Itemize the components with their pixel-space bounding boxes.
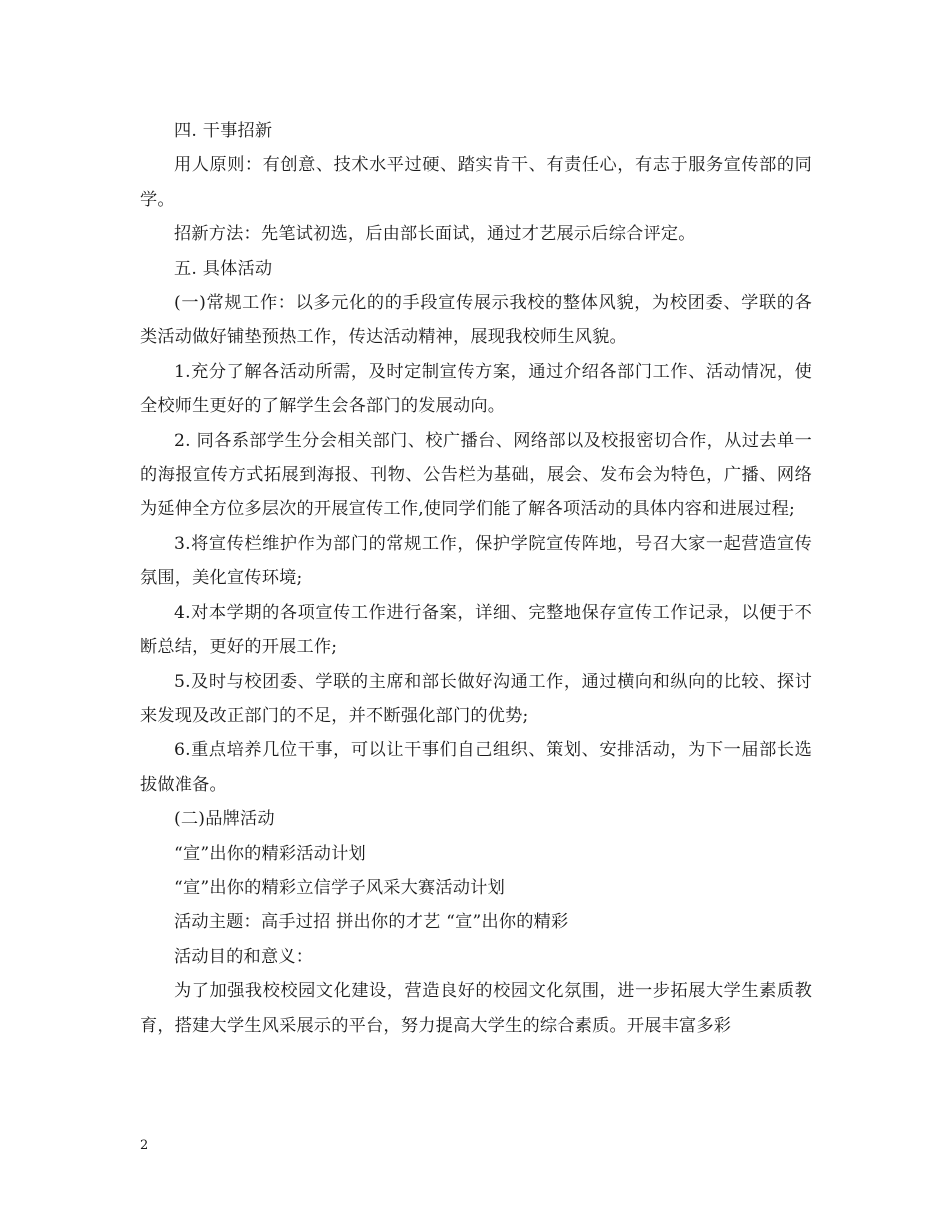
list-item-5: 5.及时与校团委、学联的主席和部长做好沟通工作，通过横向和纵向的比较、探讨来发现及改正部门的不足，并不断强化部门的优势; [140,671,812,726]
contest-plan-title: “宣”出你的精彩立信学子风采大赛活动计划 [174,877,505,898]
list-item-4: 4.对本学期的各项宣传工作进行备案，详细、完整地保存宣传工作记录，以便于不断总结，更好的开展工作; [140,602,812,658]
paragraph-routine-work: (一)常规工作：以多元化的的手段宣传展示我校的整体风貌，为校团委、学联的各类活动做好铺垫预热工作，传达活动精神，展现我校师生风貌。 [140,293,812,348]
paragraph-purpose: 为了加强我校校园文化建设，营造良好的校园文化氛围，进一步拓展大学生素质教育，搭建大学生风采展示的平台，努力提高大学生的综合素质。开展丰富多彩 [140,981,812,1036]
list-item-2: 2. 同各系部学生分会相关部门、校广播台、网络部以及校报密切合作，从过去单一的海报宣传方式拓展到海报、刊物、公告栏为基础，展会、发布会为特色，广播、网络为延伸全方位多层次的开展宣传工作,使同学们能了解各项活动的具体内容和进展过程; [140,430,812,520]
list-item-3: 3.将宣传栏维护作为部门的常规工作，保护学院宣传阵地，号召大家一起营造宣传氛围，美化宣传环境; [140,533,812,589]
paragraph-recruit-method: 招新方法：先笔试初选，后由部长面试，通过才艺展示后综合评定。 [174,224,696,245]
activity-theme: 活动主题：高手过招 拼出你的才艺 “宣”出你的精彩 [174,912,569,933]
list-item-6: 6.重点培养几位干事，可以让干事们自己组织、策划、安排活动，为下一届部长选拔做准备。 [140,740,812,795]
activity-plan-title: “宣”出你的精彩活动计划 [174,843,366,864]
section-heading-activities: 五. 具体活动 [174,258,273,279]
section-heading-recruitment: 四. 干事招新 [174,121,273,141]
activity-purpose-label: 活动目的和意义： [174,946,314,967]
subheading-brand-activities: (二)品牌活动 [174,809,275,830]
document-body [140,114,812,1043]
list-item-1: 1.充分了解各活动所需，及时定制宣传方案，通过介绍各部门工作、活动情况，使全校师生更好的了解学生会各部门的发展动向。 [140,361,812,417]
page-number: 2 [140,1138,149,1153]
paragraph-hiring-principle: 用人原则：有创意、技术水平过硬、踏实肯干、有责任心，有志于服务宣传部的同学。 [140,155,812,210]
